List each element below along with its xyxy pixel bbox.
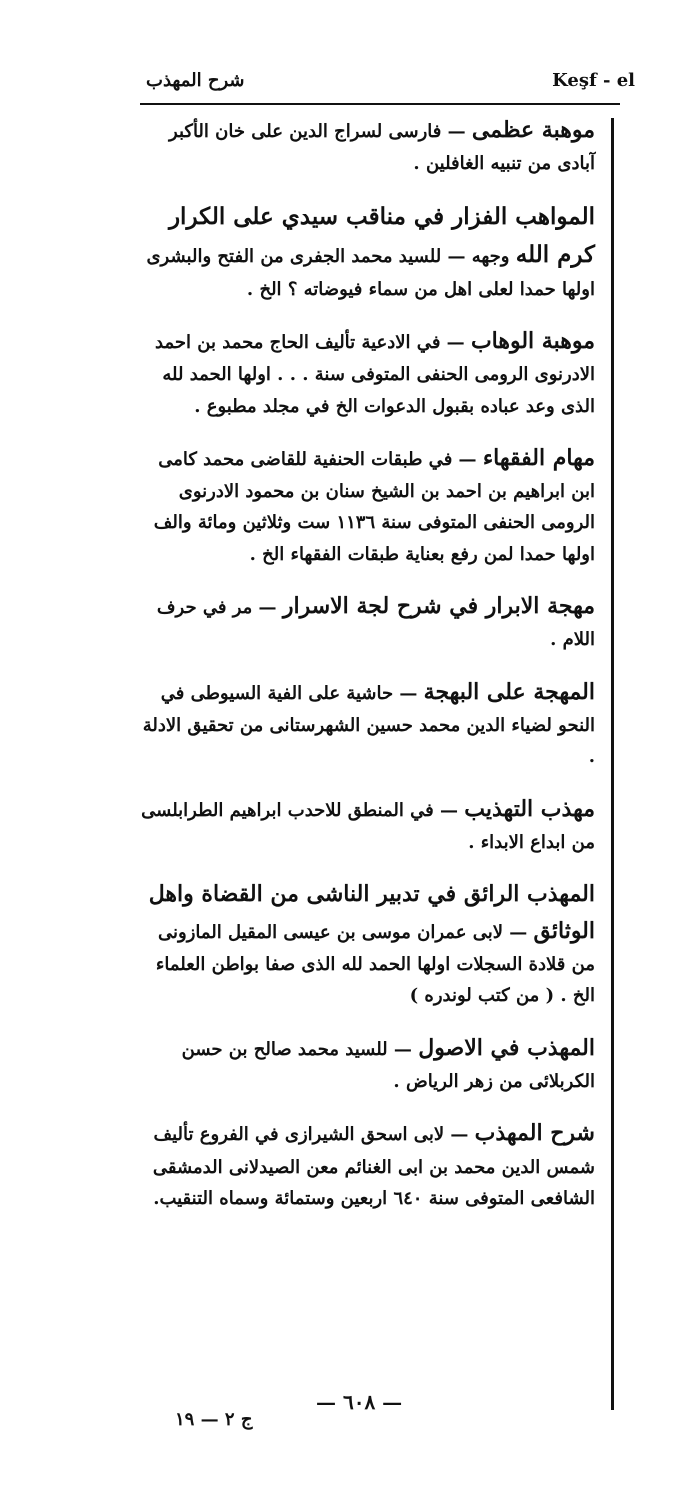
- entry-title: مهام الفقهاء: [482, 444, 595, 471]
- entry-3: [140, 323, 595, 422]
- entry-body: — للسيد محمد صالح بن حسن الكربلائى من زهر الرياض .: [181, 1038, 595, 1093]
- page-number: — ٦٠٨ —: [316, 1390, 403, 1414]
- entry-title: مهجة الابرار في شرح لجة الاسرار: [282, 593, 595, 620]
- entry-body: — في الادعية تأليف الحاج محمد بن احمد الادرنوى الرومى الحنفى المتوفى سنة . . . اولها الحمد لله الذى وعد عباده بقبول الدعوات الخ في مجلد مطبوع .: [155, 331, 595, 417]
- entry-title: موهبة الوهاب: [470, 327, 595, 354]
- entry-body: — لابى اسحق الشيرازى في الفروع تأليف شمس الدين محمد بن ابى الغنائم معن الصيدلانى الدمشقى الشافعى المتوفى سنة ٦٤٠ اربعين وستمائة وسماه التنقيب.: [152, 1124, 595, 1209]
- entry-9: [140, 1030, 595, 1098]
- entry-8: [140, 876, 595, 1011]
- header-rule: [140, 103, 620, 105]
- entry-7: [140, 791, 595, 859]
- entry-body: — حاشية على الفية السيوطى في النحو لضياء الدين محمد حسين الشهرستانى من تحقيق الادلة .: [142, 682, 595, 768]
- entry-10: [140, 1115, 595, 1214]
- entry-title: المهذب الرائق في تدبير الناشى من القضاة واهل الوثائق: [148, 881, 595, 944]
- entry-list: [140, 112, 595, 1372]
- entry-1: [140, 112, 595, 180]
- entry-body: — فارسى لسراج الدين على خان الأكبر آبادى من تنبيه الغافلين .: [169, 121, 595, 175]
- entry-body: — لابى عمران موسى بن عيسى المقيل المازونى من قلادة السجلات اولها الحمد لله الذى صفا بواطن العلماء الخ . ( من كتب لوندره ): [155, 921, 595, 1007]
- entry-title: مهذب التهذيب: [464, 795, 595, 822]
- entry-body: — في المنطق للاحدب ابراهيم الطرابلسى من ابداع الابداء .: [141, 799, 595, 854]
- entry-title: المهذب في الاصول: [418, 1034, 595, 1061]
- entry-4: [140, 440, 595, 570]
- entry-body: — مر في حرف اللام .: [156, 597, 595, 651]
- entry-title: المهجة على البهجة: [423, 678, 595, 705]
- header-title-latin: Keşf - el: [552, 70, 635, 91]
- entry-body: — في طبقات الحنفية للقاضى محمد كامى ابن ابراهيم بن احمد بن الشيخ سنان بن محمود الادرنوى الرومى الحنفى المتوفى سنة ١١٣٦ ست وثلاثين ومائة والف اولها حمدا لمن رفع بعناية طبقات الفقهاء الخ .: [153, 448, 595, 565]
- entry-6: [140, 674, 595, 773]
- entry-2: [140, 198, 595, 305]
- entry-title: موهبة عظمى: [471, 117, 595, 143]
- signature-mark: ج ٢ — ١٩: [175, 1409, 253, 1430]
- entry-5: [140, 588, 595, 656]
- entry-title: شرح المهذب: [474, 1120, 595, 1147]
- entry-body: وجهه — للسيد محمد الجفرى من الفتح والبشرى اولها حمدا لعلى اهل من سماء فيوضاته ؟ الخ .: [146, 245, 595, 300]
- entry-title: المواهب الفزار في مناقب سيدي على الكرار كرم الله: [168, 202, 595, 268]
- vertical-rule: [611, 118, 614, 1410]
- header-title-arabic: شرح المهذب: [146, 70, 245, 91]
